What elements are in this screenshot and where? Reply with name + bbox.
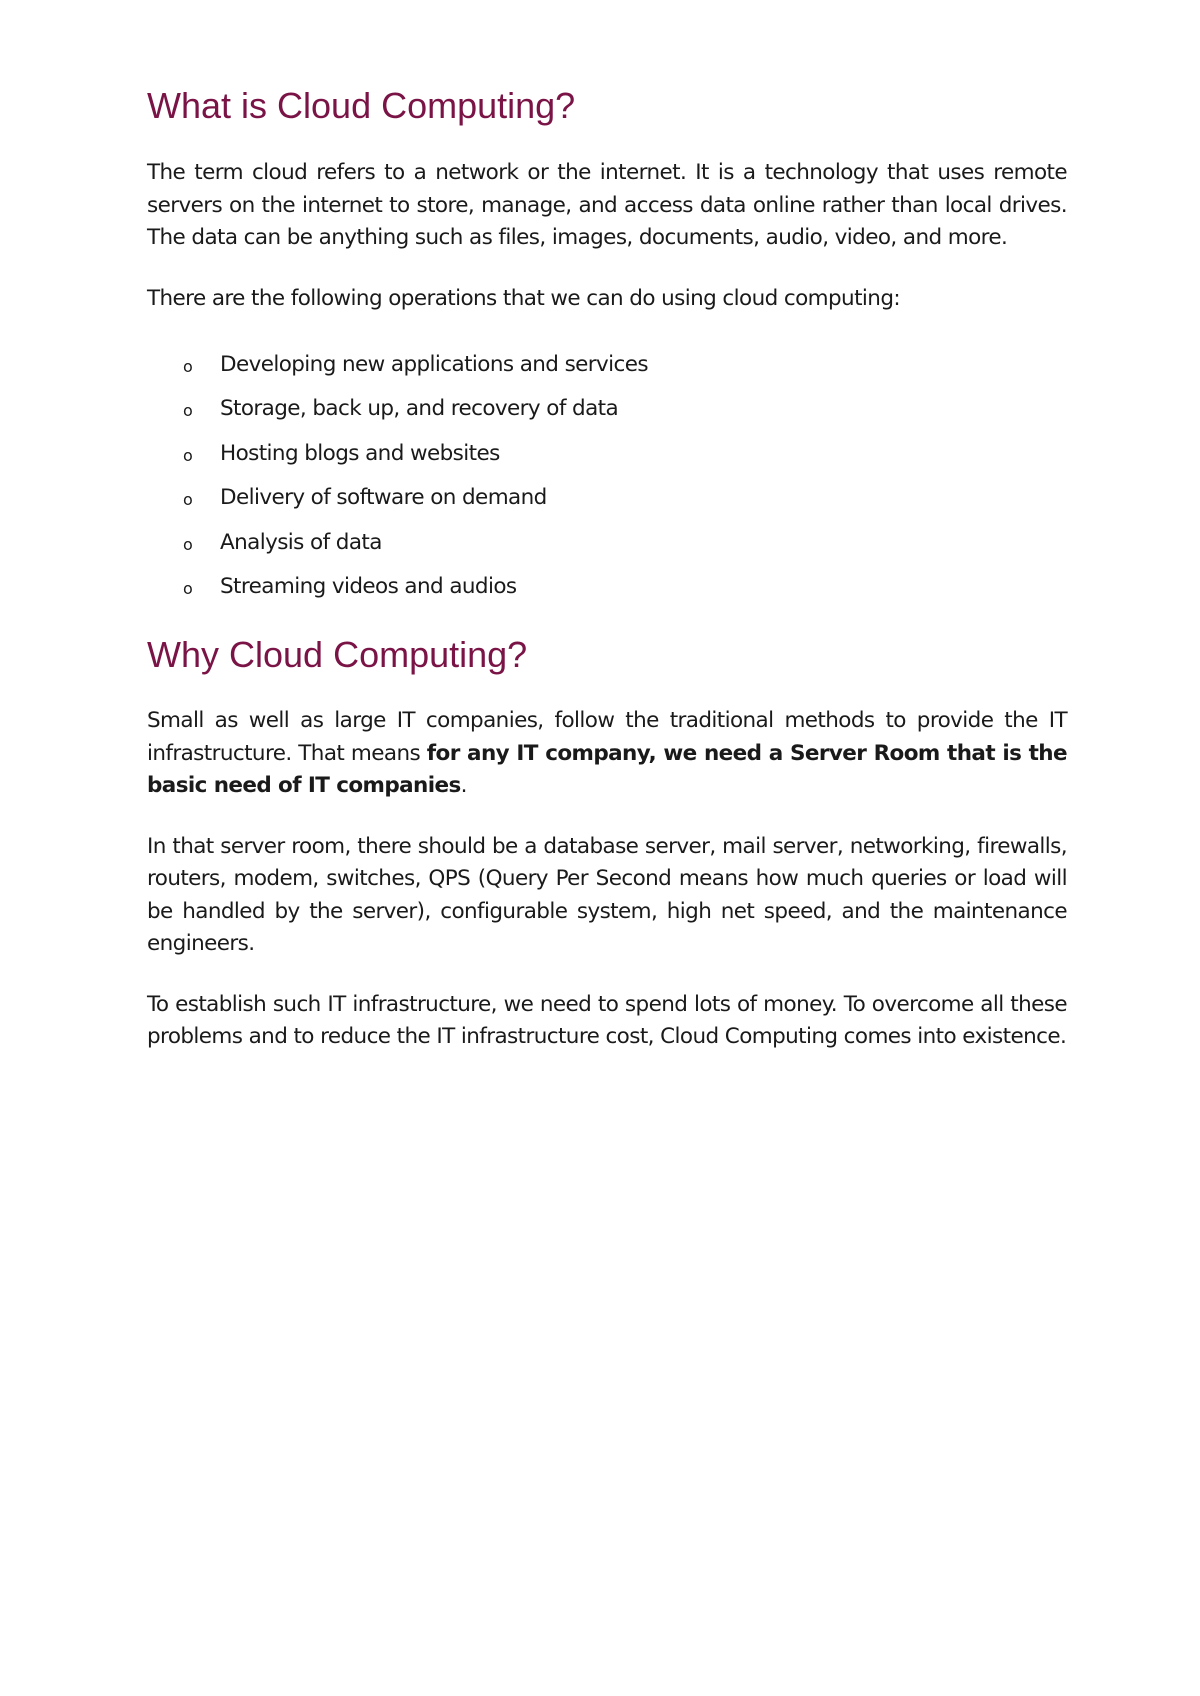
bullet-marker: o bbox=[183, 401, 193, 421]
list-item bbox=[147, 476, 1067, 520]
list-item bbox=[147, 565, 1067, 609]
bullet-marker: o bbox=[183, 579, 193, 599]
list-item bbox=[147, 343, 1067, 387]
bullet-marker: o bbox=[183, 357, 193, 376]
list-item-text: Hosting blogs and websites bbox=[220, 440, 500, 466]
server-room-lead-text: Small as well as large IT companies, follow the traditional methods to provide the IT infrastructure. That means bbox=[147, 708, 1067, 766]
server-room-tail-text: . bbox=[460, 773, 467, 799]
cost-paragraph: To establish such IT infrastructure, we need to spend lots of money. To overcome all these problems and to reduce the IT infrastructure cost, Cloud Computing comes into existence. bbox=[147, 991, 1067, 1050]
server-room-contents-paragraph: In that server room, there should be a database server, mail server, networking, firewalls, routers, modem, switches, QPS (Query Per Second means how much queries or load will be handled by the server), configurable system, high net speed, and the maintenance engineers. bbox=[147, 833, 1067, 957]
bullet-marker: o bbox=[183, 490, 193, 510]
list-item bbox=[147, 432, 1067, 476]
list-item-text: Delivery of software on demand bbox=[220, 485, 547, 511]
bullet-marker: o bbox=[183, 534, 193, 554]
list-item-text: Analysis of data bbox=[220, 529, 382, 555]
section-title-why-cloud-computing: Why Cloud Computing? bbox=[147, 634, 528, 676]
document-content bbox=[147, 78, 1067, 1054]
bullet-marker: o bbox=[183, 445, 193, 465]
list-item bbox=[147, 387, 1067, 431]
server-room-emphasis-text: for any IT company, we need a Server Room that is the basic need of IT companies bbox=[147, 740, 1067, 799]
list-item-text: Storage, back up, and recovery of data bbox=[220, 396, 619, 422]
list-item-text: Developing new applications and services bbox=[220, 352, 648, 377]
intro-paragraph: The term cloud refers to a network or the internet. It is a technology that uses remote servers on the internet to store, manage, and access data online rather than local drives. The data can be anything such as files, images, documents, audio, video, and more. bbox=[147, 160, 1067, 250]
section-title-what-is-cloud-computing: What is Cloud Computing? bbox=[147, 85, 576, 126]
operations-lead-paragraph: There are the following operations that we can do using cloud computing: bbox=[147, 285, 901, 311]
server-room-paragraph bbox=[147, 705, 1067, 803]
list-item bbox=[147, 521, 1067, 565]
list-item-text: Streaming videos and audios bbox=[220, 574, 517, 600]
operations-list bbox=[147, 343, 1067, 609]
